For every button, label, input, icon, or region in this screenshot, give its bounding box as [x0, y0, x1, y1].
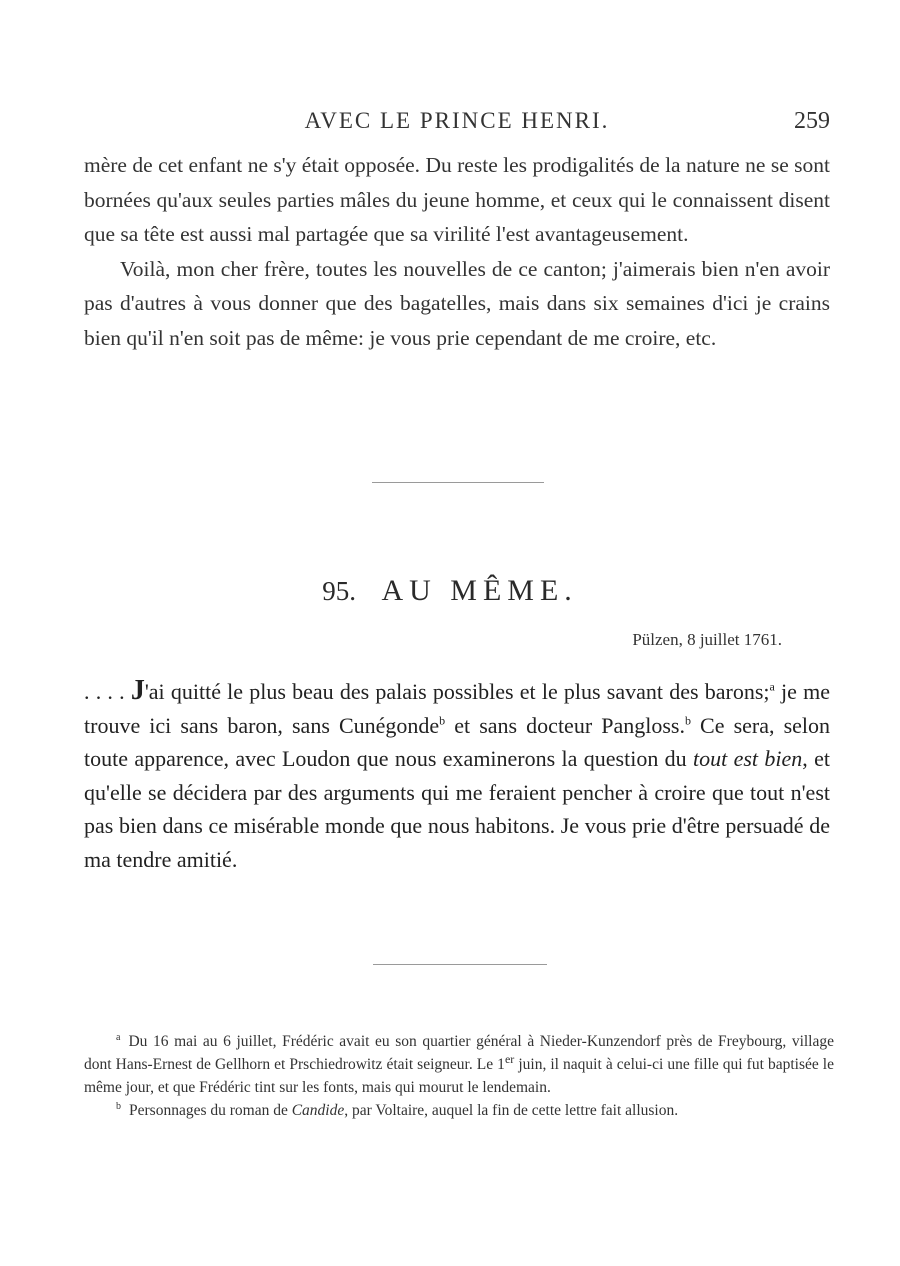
running-head-title: AVEC LE PRINCE HENRI.	[304, 108, 610, 133]
section-divider	[372, 482, 544, 483]
letter-text: , et qu'elle se décidera par des arguments qui me feraient pencher à croire que tout n'est pas bien dans ce misérable monde que nous habitons. Je vous prie d'être persuadé de ma tendre amitié.	[84, 746, 831, 872]
letter-title: AU MÊME.	[381, 574, 578, 607]
page-number: 259	[794, 108, 830, 134]
previous-letter-continuation	[84, 148, 830, 355]
footnote-divider	[373, 964, 547, 965]
running-head	[84, 108, 830, 138]
footnote-ref-b[interactable]: b	[684, 713, 691, 728]
footnote-mark: a	[116, 1031, 121, 1043]
footnote-b	[84, 1099, 834, 1122]
letter-number: 95.	[322, 576, 356, 606]
footnote-text: Personnages du roman de	[129, 1102, 292, 1119]
letter-text: je me trouve ici sans baron, sans Cunégonde	[84, 679, 831, 738]
footnote-ref-a[interactable]: a	[769, 679, 775, 694]
italic-phrase: tout est bien	[693, 746, 803, 772]
letter-text: et sans docteur Pangloss.	[445, 712, 685, 738]
footnote-superscript: er	[504, 1051, 515, 1066]
footnotes	[84, 1030, 834, 1122]
footnote-a	[84, 1030, 834, 1099]
previous-letter-paragraph: mère de cet enfant ne s'y était opposée. Du reste les prodigalités de la nature ne se sont bornées qu'aux seules parties mâles du jeune homme, et ceux qui le connaissent disent que sa tête est aussi mal partagée que sa virilité l'est avantageusement.	[84, 153, 830, 246]
letter-heading	[0, 574, 900, 608]
letter-text: Ce sera, selon toute apparence, avec Loudon que nous examinerons la question du	[84, 712, 831, 772]
drop-cap: J	[130, 675, 145, 706]
footnote-italic: Candide	[291, 1102, 345, 1119]
letter-paragraph	[84, 674, 830, 877]
footnote-text: , par Voltaire, auquel la fin de cette lettre fait allusion.	[344, 1102, 679, 1119]
footnote-text: juin, il naquit à celui-ci une fille qui fut baptisée le même jour, et que Frédéric tint sur les fonts, mais qui mourut le lendemain.	[84, 1056, 834, 1096]
footnote-ref-b[interactable]: b	[439, 713, 446, 728]
footnote-text: Du 16 mai au 6 juillet, Frédéric avait eu son quartier général à Nieder-Kunzendorf près de Freybourg, village dont Hans-Ernest de Gellhorn et Prschiedrowitz était seigneur. Le 1	[84, 1033, 834, 1073]
letter-body	[84, 674, 830, 877]
footnote-mark: b	[116, 1100, 121, 1112]
previous-letter-paragraph: Voilà, mon cher frère, toutes les nouvelles de ce canton; j'aimerais bien n'en avoir pas d'autres à vous donner que des bagatelles, mais dans six semaines d'ici je crains bien qu'il n'en soit pas de même: je vous prie cependant de me croire, etc.	[84, 256, 830, 350]
letter-dateline: Pülzen, 8 juillet 1761.	[632, 630, 782, 649]
letter-text: 'ai quitté le plus beau des palais possibles et le plus savant des barons;	[144, 679, 770, 704]
ellipsis: . . . .	[84, 679, 131, 704]
